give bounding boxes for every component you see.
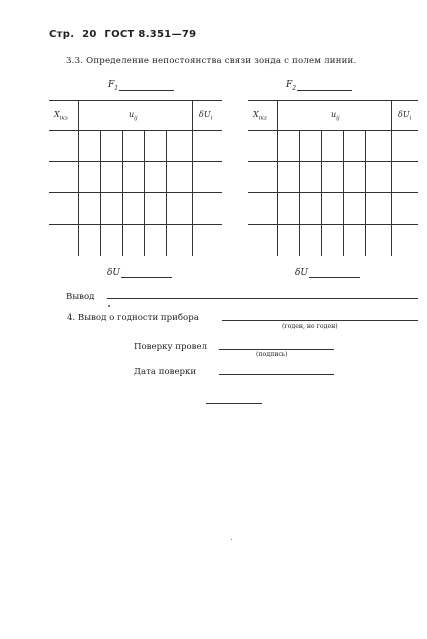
signature-note: (подпись) — [256, 351, 288, 358]
conclusion-label: Вывод — [66, 292, 95, 302]
f2-fill-line[interactable] — [297, 90, 352, 91]
page-number: 20 — [82, 29, 97, 40]
table2-col-line — [343, 130, 344, 256]
table1-col-du: $\delta U_i$ — [199, 110, 213, 122]
table2-col-line — [391, 100, 392, 256]
delta-u-label-1: δU — [107, 268, 121, 278]
item4-fill-line[interactable] — [222, 320, 418, 321]
conclusion-fill-line[interactable] — [107, 298, 418, 299]
table1-row-line — [49, 161, 222, 162]
item4-label: 4. Вывод о годности прибора — [67, 313, 199, 323]
table2-col-x: $X_{iкз}$ — [253, 110, 267, 122]
table1-top-border — [49, 100, 222, 101]
date-fill-line[interactable] — [219, 374, 334, 375]
signature-fill-line[interactable] — [219, 349, 334, 350]
page-header — [49, 29, 200, 40]
table1-col-u: $u_{ij}$ — [129, 110, 138, 122]
item4-note: (годен, не годен) — [282, 323, 338, 330]
table2-top-border — [248, 100, 418, 101]
standard-code: ГОСТ 8.351—79 — [104, 29, 197, 40]
page-prefix: Стр. — [49, 29, 75, 40]
table2-row-line — [248, 192, 418, 193]
table2-col-u: $u_{ij}$ — [331, 110, 340, 122]
table1-col-line — [192, 100, 193, 256]
table2-row-line — [248, 224, 418, 225]
table1-col-line — [144, 130, 145, 256]
verified-by-label: Поверку провел — [134, 342, 208, 352]
table2-header-border — [248, 130, 418, 131]
table1-col-line — [166, 130, 167, 256]
table1-row-line — [49, 224, 222, 225]
table2-col-du: $\delta U_i$ — [398, 110, 412, 122]
table1-col-line — [78, 100, 79, 256]
f1-label: $F_1$ — [108, 80, 119, 92]
f2-label: $F_2$ — [286, 80, 297, 92]
delta-u-fill-line-1[interactable] — [121, 277, 172, 278]
table2-col-line — [365, 130, 366, 256]
section-title: 3.3. Определение непостоянства связи зонда с полем линии. — [66, 56, 357, 66]
table2-col-line — [299, 130, 300, 256]
table1-header-border — [49, 130, 222, 131]
table2-col-line — [321, 130, 322, 256]
stray-mark — [231, 539, 232, 540]
verify-date-label: Дата поверки — [134, 367, 197, 377]
table1-col-x: $X_{iкз}$ — [54, 110, 68, 122]
table1-col-line — [100, 130, 101, 256]
stray-mark — [108, 305, 110, 307]
table1-row-line — [49, 192, 222, 193]
table1-col-line — [122, 130, 123, 256]
f1-fill-line[interactable] — [119, 90, 174, 91]
delta-u-fill-line-2[interactable] — [309, 277, 360, 278]
delta-u-label-2: δU — [295, 268, 309, 278]
table2-col-line — [277, 100, 278, 256]
table2-row-line — [248, 161, 418, 162]
closing-rule — [206, 403, 262, 404]
